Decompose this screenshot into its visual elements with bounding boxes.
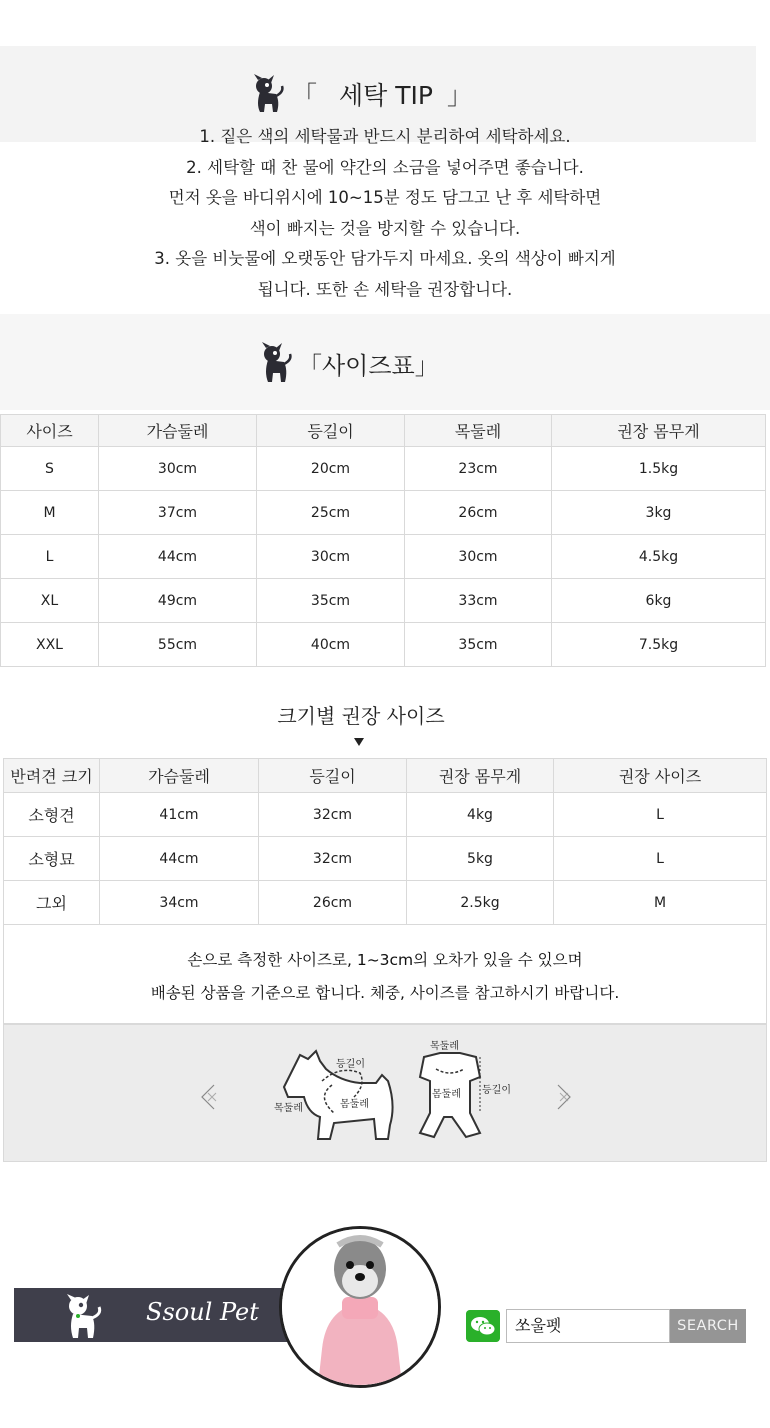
brand-banner	[14, 1288, 314, 1342]
cell-chest: 44cm	[100, 837, 259, 881]
wash-line: 됩니다. 또한 손 세탁을 권장합니다.	[257, 279, 513, 299]
col-back: 등길이	[257, 415, 405, 447]
cell-back: 32cm	[259, 793, 407, 837]
wash-line: 3. 옷을 비눗물에 오랫동안 담가두지 마세요. 옷의 색상이 빠지게	[154, 249, 616, 269]
cell-rec-size: L	[554, 793, 767, 837]
cell-back: 32cm	[259, 837, 407, 881]
note-line: 손으로 측정한 사이즈로, 1~3cm의 오차가 있을 수 있으며	[187, 951, 583, 969]
size-chart-header	[0, 314, 770, 410]
wash-tip-lines	[0, 122, 770, 306]
cell-pet-size: 소형묘	[4, 837, 100, 881]
col-size: 사이즈	[1, 415, 99, 447]
cell-size: L	[1, 535, 99, 579]
col-chest: 가슴둘레	[99, 415, 257, 447]
wash-line: 1. 짙은 색의 세탁물과 반드시 분리하여 세탁하세요.	[199, 127, 571, 146]
col-weight: 권장 몸무게	[407, 759, 554, 793]
dog-neck-label: 목둘레	[274, 1103, 303, 1114]
cell-chest: 55cm	[99, 623, 257, 667]
chevron-left-icon[interactable]	[202, 1085, 216, 1109]
table-row	[4, 881, 767, 925]
cell-chest: 30cm	[99, 447, 257, 491]
chevron-right-icon[interactable]	[558, 1085, 570, 1109]
wash-tip-section	[0, 46, 770, 308]
cell-weight: 7.5kg	[552, 623, 766, 667]
measure-note	[3, 924, 767, 1024]
garment-back-label: 등길이	[482, 1085, 511, 1096]
cell-back: 20cm	[257, 447, 405, 491]
cell-pet-size: 소형견	[4, 793, 100, 837]
table-row	[1, 579, 766, 623]
size-table-header-row	[1, 415, 766, 447]
col-rec-size: 권장 사이즈	[554, 759, 767, 793]
brand-name: Ssoul Pet	[146, 1298, 259, 1326]
dog-chest-label: 몸둘레	[340, 1099, 369, 1110]
cell-size: M	[1, 491, 99, 535]
col-chest: 가슴둘레	[100, 759, 259, 793]
cell-pet-size: 그외	[4, 881, 100, 925]
dog-photo-illustration	[282, 1229, 438, 1385]
recommend-title: 크기별 권장 사이즈	[277, 704, 445, 728]
cell-neck: 33cm	[405, 579, 552, 623]
cell-weight: 2.5kg	[407, 881, 554, 925]
cell-size: S	[1, 447, 99, 491]
wash-line: 먼저 옷을 바디위시에 10~15분 정도 담그고 난 후 세탁하면	[168, 188, 602, 208]
table-row	[1, 623, 766, 667]
wechat-icon[interactable]	[466, 1310, 500, 1342]
cell-back: 25cm	[257, 491, 405, 535]
cell-rec-size: M	[554, 881, 767, 925]
garment-chest-label: 몸둘레	[432, 1089, 461, 1100]
search-input[interactable]: 쏘울펫	[506, 1309, 670, 1343]
table-row	[1, 447, 766, 491]
cell-weight: 3kg	[552, 491, 766, 535]
size-chart-title: 「사이즈표」	[298, 351, 439, 380]
cell-back: 35cm	[257, 579, 405, 623]
wash-tip-title	[252, 74, 472, 114]
cell-weight: 6kg	[552, 579, 766, 623]
cell-chest: 49cm	[99, 579, 257, 623]
cell-neck: 35cm	[405, 623, 552, 667]
table-row	[1, 535, 766, 579]
wash-line: 2. 세탁할 때 찬 물에 약간의 소금을 넣어주면 좋습니다.	[186, 157, 584, 177]
dog-logo-icon	[252, 74, 286, 114]
cell-weight: 4kg	[407, 793, 554, 837]
size-table	[0, 414, 766, 667]
col-neck: 목둘레	[405, 415, 552, 447]
cell-rec-size: L	[554, 837, 767, 881]
cell-chest: 34cm	[100, 881, 259, 925]
table-row	[1, 491, 766, 535]
cell-weight: 1.5kg	[552, 447, 766, 491]
garment-neck-label: 목둘레	[430, 1041, 459, 1052]
cell-neck: 23cm	[405, 447, 552, 491]
cell-back: 30cm	[257, 535, 405, 579]
dog-back-label: 등길이	[336, 1059, 365, 1070]
cell-weight: 5kg	[407, 837, 554, 881]
wash-title-text: 세탁 TIP	[339, 81, 433, 110]
search-button[interactable]: SEARCH	[670, 1309, 746, 1343]
cell-back: 26cm	[259, 881, 407, 925]
col-pet-size: 반려견 크기	[4, 759, 100, 793]
cell-chest: 37cm	[99, 491, 257, 535]
dog-logo-icon	[64, 1294, 104, 1340]
dog-logo-icon	[260, 342, 294, 384]
cell-chest: 41cm	[100, 793, 259, 837]
measurement-diagram	[3, 1024, 767, 1162]
cell-neck: 26cm	[405, 491, 552, 535]
recommend-table	[3, 758, 767, 925]
table-row	[4, 837, 767, 881]
product-photo	[279, 1226, 441, 1388]
arrow-down-icon	[354, 738, 364, 746]
cell-chest: 44cm	[99, 535, 257, 579]
diagram-graphic	[4, 1025, 768, 1163]
cell-neck: 30cm	[405, 535, 552, 579]
cell-size: XXL	[1, 623, 99, 667]
col-weight: 권장 몸무게	[552, 415, 766, 447]
wash-line: 색이 빠지는 것을 방지할 수 있습니다.	[249, 218, 521, 238]
col-back: 등길이	[259, 759, 407, 793]
wash-title-close: 」	[446, 81, 472, 110]
cell-size: XL	[1, 579, 99, 623]
recommend-header-row	[4, 759, 767, 793]
cell-back: 40cm	[257, 623, 405, 667]
wash-title-open: 「	[292, 81, 318, 110]
note-line: 배송된 상품을 기준으로 합니다. 체중, 사이즈를 참고하시기 바랍니다.	[150, 984, 620, 1002]
table-row	[4, 793, 767, 837]
cell-weight: 4.5kg	[552, 535, 766, 579]
